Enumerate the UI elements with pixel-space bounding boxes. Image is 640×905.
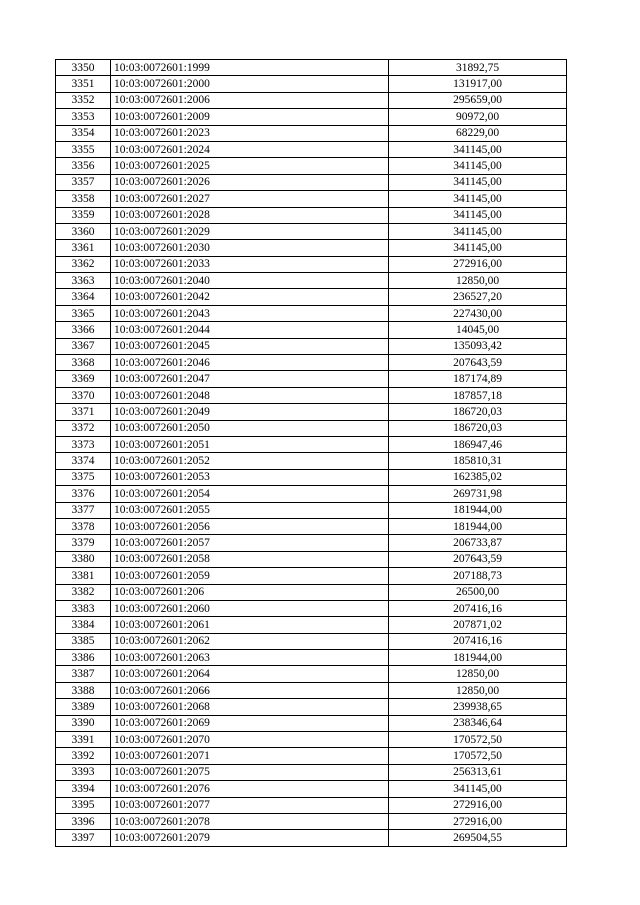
- amount-cell: 272916,00: [389, 813, 567, 829]
- amount-cell: 187857,18: [389, 387, 567, 403]
- row-number-cell: 3352: [56, 92, 111, 108]
- table-row: [56, 764, 567, 780]
- cadastral-number-cell: 10:03:0072601:2042: [111, 289, 389, 305]
- table-row: [56, 682, 567, 698]
- amount-cell: 295659,00: [389, 92, 567, 108]
- row-number-cell: 3360: [56, 223, 111, 239]
- cadastral-number-cell: 10:03:0072601:2030: [111, 240, 389, 256]
- amount-cell: 207188,73: [389, 568, 567, 584]
- table-row: [56, 453, 567, 469]
- cadastral-value-table: [55, 59, 567, 847]
- cadastral-number-cell: 10:03:0072601:2040: [111, 273, 389, 289]
- cadastral-number-cell: 10:03:0072601:2025: [111, 158, 389, 174]
- amount-cell: 256313,61: [389, 764, 567, 780]
- table-row: [56, 387, 567, 403]
- amount-cell: 341145,00: [389, 207, 567, 223]
- table-row: [56, 420, 567, 436]
- amount-cell: 238346,64: [389, 715, 567, 731]
- amount-cell: 341145,00: [389, 223, 567, 239]
- amount-cell: 341145,00: [389, 141, 567, 157]
- cadastral-number-cell: 10:03:0072601:2033: [111, 256, 389, 272]
- table-row: [56, 813, 567, 829]
- row-number-cell: 3359: [56, 207, 111, 223]
- table-row: [56, 617, 567, 633]
- row-number-cell: 3361: [56, 240, 111, 256]
- row-number-cell: 3376: [56, 486, 111, 502]
- row-number-cell: 3374: [56, 453, 111, 469]
- amount-cell: 181944,00: [389, 502, 567, 518]
- row-number-cell: 3368: [56, 355, 111, 371]
- row-number-cell: 3378: [56, 518, 111, 534]
- amount-cell: 269504,55: [389, 830, 567, 846]
- amount-cell: 269731,98: [389, 486, 567, 502]
- table-row: [56, 76, 567, 92]
- amount-cell: 12850,00: [389, 273, 567, 289]
- amount-cell: 12850,00: [389, 666, 567, 682]
- row-number-cell: 3387: [56, 666, 111, 682]
- table-row: [56, 781, 567, 797]
- row-number-cell: 3373: [56, 436, 111, 452]
- cadastral-number-cell: 10:03:0072601:2057: [111, 535, 389, 551]
- cadastral-number-cell: 10:03:0072601:2064: [111, 666, 389, 682]
- row-number-cell: 3377: [56, 502, 111, 518]
- amount-cell: 341145,00: [389, 240, 567, 256]
- amount-cell: 207416,16: [389, 600, 567, 616]
- row-number-cell: 3353: [56, 109, 111, 125]
- table-row: [56, 256, 567, 272]
- table-row: [56, 748, 567, 764]
- amount-cell: 181944,00: [389, 650, 567, 666]
- cadastral-number-cell: 10:03:0072601:2029: [111, 223, 389, 239]
- table-row: [56, 289, 567, 305]
- table-row: [56, 830, 567, 846]
- row-number-cell: 3355: [56, 141, 111, 157]
- cadastral-number-cell: 10:03:0072601:1999: [111, 60, 389, 76]
- row-number-cell: 3362: [56, 256, 111, 272]
- cadastral-number-cell: 10:03:0072601:2024: [111, 141, 389, 157]
- row-number-cell: 3372: [56, 420, 111, 436]
- row-number-cell: 3383: [56, 600, 111, 616]
- amount-cell: 206733,87: [389, 535, 567, 551]
- row-number-cell: 3396: [56, 813, 111, 829]
- amount-cell: 207416,16: [389, 633, 567, 649]
- amount-cell: 68229,00: [389, 125, 567, 141]
- table-row: [56, 305, 567, 321]
- table-row: [56, 436, 567, 452]
- row-number-cell: 3367: [56, 338, 111, 354]
- cadastral-number-cell: 10:03:0072601:2009: [111, 109, 389, 125]
- table-row: [56, 92, 567, 108]
- cadastral-number-cell: 10:03:0072601:2052: [111, 453, 389, 469]
- row-number-cell: 3395: [56, 797, 111, 813]
- row-number-cell: 3351: [56, 76, 111, 92]
- amount-cell: 207643,59: [389, 355, 567, 371]
- table-row: [56, 551, 567, 567]
- table-row: [56, 797, 567, 813]
- row-number-cell: 3365: [56, 305, 111, 321]
- cadastral-number-cell: 10:03:0072601:2023: [111, 125, 389, 141]
- table-row: [56, 174, 567, 190]
- amount-cell: 181944,00: [389, 518, 567, 534]
- amount-cell: 26500,00: [389, 584, 567, 600]
- table-row: [56, 158, 567, 174]
- table-row: [56, 273, 567, 289]
- table-row: [56, 584, 567, 600]
- amount-cell: 236527,20: [389, 289, 567, 305]
- cadastral-number-cell: 10:03:0072601:2062: [111, 633, 389, 649]
- cadastral-number-cell: 10:03:0072601:2047: [111, 371, 389, 387]
- cadastral-number-cell: 10:03:0072601:2068: [111, 699, 389, 715]
- table-row: [56, 535, 567, 551]
- cadastral-number-cell: 10:03:0072601:2069: [111, 715, 389, 731]
- table-row: [56, 355, 567, 371]
- table-row: [56, 486, 567, 502]
- amount-cell: 341145,00: [389, 191, 567, 207]
- amount-cell: 90972,00: [389, 109, 567, 125]
- amount-cell: 186720,03: [389, 420, 567, 436]
- amount-cell: 341145,00: [389, 781, 567, 797]
- amount-cell: 186720,03: [389, 404, 567, 420]
- cadastral-number-cell: 10:03:0072601:2066: [111, 682, 389, 698]
- row-number-cell: 3391: [56, 732, 111, 748]
- cadastral-number-cell: 10:03:0072601:2051: [111, 436, 389, 452]
- cadastral-number-cell: 10:03:0072601:2049: [111, 404, 389, 420]
- cadastral-number-cell: 10:03:0072601:2044: [111, 322, 389, 338]
- table-row: [56, 633, 567, 649]
- cadastral-number-cell: 10:03:0072601:2050: [111, 420, 389, 436]
- cadastral-number-cell: 10:03:0072601:2063: [111, 650, 389, 666]
- table-row: [56, 699, 567, 715]
- table-row: [56, 715, 567, 731]
- cadastral-number-cell: 10:03:0072601:2000: [111, 76, 389, 92]
- row-number-cell: 3357: [56, 174, 111, 190]
- row-number-cell: 3393: [56, 764, 111, 780]
- row-number-cell: 3363: [56, 273, 111, 289]
- row-number-cell: 3389: [56, 699, 111, 715]
- cadastral-number-cell: 10:03:0072601:2055: [111, 502, 389, 518]
- table-row: [56, 732, 567, 748]
- amount-cell: 185810,31: [389, 453, 567, 469]
- amount-cell: 341145,00: [389, 174, 567, 190]
- row-number-cell: 3356: [56, 158, 111, 174]
- table-body: [56, 60, 567, 847]
- table-row: [56, 223, 567, 239]
- cadastral-number-cell: 10:03:0072601:2075: [111, 764, 389, 780]
- amount-cell: 341145,00: [389, 158, 567, 174]
- cadastral-number-cell: 10:03:0072601:2061: [111, 617, 389, 633]
- table-row: [56, 518, 567, 534]
- row-number-cell: 3370: [56, 387, 111, 403]
- row-number-cell: 3390: [56, 715, 111, 731]
- cadastral-number-cell: 10:03:0072601:2071: [111, 748, 389, 764]
- table-row: [56, 207, 567, 223]
- amount-cell: 239938,65: [389, 699, 567, 715]
- cadastral-number-cell: 10:03:0072601:2060: [111, 600, 389, 616]
- table-row: [56, 650, 567, 666]
- amount-cell: 227430,00: [389, 305, 567, 321]
- cadastral-number-cell: 10:03:0072601:2027: [111, 191, 389, 207]
- row-number-cell: 3397: [56, 830, 111, 846]
- cadastral-number-cell: 10:03:0072601:2078: [111, 813, 389, 829]
- table-row: [56, 371, 567, 387]
- cadastral-number-cell: 10:03:0072601:2056: [111, 518, 389, 534]
- cadastral-number-cell: 10:03:0072601:2059: [111, 568, 389, 584]
- row-number-cell: 3375: [56, 469, 111, 485]
- amount-cell: 207643,59: [389, 551, 567, 567]
- table-row: [56, 141, 567, 157]
- table-row: [56, 600, 567, 616]
- row-number-cell: 3371: [56, 404, 111, 420]
- table-row: [56, 109, 567, 125]
- cadastral-number-cell: 10:03:0072601:2043: [111, 305, 389, 321]
- table-row: [56, 240, 567, 256]
- row-number-cell: 3366: [56, 322, 111, 338]
- amount-cell: 170572,50: [389, 748, 567, 764]
- cadastral-number-cell: 10:03:0072601:2079: [111, 830, 389, 846]
- cadastral-number-cell: 10:03:0072601:2054: [111, 486, 389, 502]
- table-row: [56, 568, 567, 584]
- row-number-cell: 3382: [56, 584, 111, 600]
- amount-cell: 131917,00: [389, 76, 567, 92]
- table-row: [56, 502, 567, 518]
- amount-cell: 170572,50: [389, 732, 567, 748]
- amount-cell: 272916,00: [389, 256, 567, 272]
- row-number-cell: 3350: [56, 60, 111, 76]
- amount-cell: 31892,75: [389, 60, 567, 76]
- table-row: [56, 666, 567, 682]
- table-row: [56, 338, 567, 354]
- row-number-cell: 3364: [56, 289, 111, 305]
- cadastral-number-cell: 10:03:0072601:2045: [111, 338, 389, 354]
- amount-cell: 14045,00: [389, 322, 567, 338]
- row-number-cell: 3381: [56, 568, 111, 584]
- table-row: [56, 191, 567, 207]
- table-row: [56, 469, 567, 485]
- cadastral-number-cell: 10:03:0072601:2028: [111, 207, 389, 223]
- table-row: [56, 60, 567, 76]
- cadastral-number-cell: 10:03:0072601:2076: [111, 781, 389, 797]
- row-number-cell: 3358: [56, 191, 111, 207]
- row-number-cell: 3394: [56, 781, 111, 797]
- row-number-cell: 3369: [56, 371, 111, 387]
- cadastral-number-cell: 10:03:0072601:2048: [111, 387, 389, 403]
- table-row: [56, 322, 567, 338]
- cadastral-number-cell: 10:03:0072601:2077: [111, 797, 389, 813]
- amount-cell: 186947,46: [389, 436, 567, 452]
- cadastral-number-cell: 10:03:0072601:2026: [111, 174, 389, 190]
- cadastral-number-cell: 10:03:0072601:2053: [111, 469, 389, 485]
- amount-cell: 272916,00: [389, 797, 567, 813]
- amount-cell: 187174,89: [389, 371, 567, 387]
- row-number-cell: 3379: [56, 535, 111, 551]
- row-number-cell: 3384: [56, 617, 111, 633]
- cadastral-number-cell: 10:03:0072601:2058: [111, 551, 389, 567]
- row-number-cell: 3392: [56, 748, 111, 764]
- row-number-cell: 3380: [56, 551, 111, 567]
- row-number-cell: 3386: [56, 650, 111, 666]
- table-row: [56, 125, 567, 141]
- cadastral-number-cell: 10:03:0072601:2046: [111, 355, 389, 371]
- amount-cell: 207871,02: [389, 617, 567, 633]
- table-row: [56, 404, 567, 420]
- cadastral-number-cell: 10:03:0072601:2006: [111, 92, 389, 108]
- row-number-cell: 3354: [56, 125, 111, 141]
- amount-cell: 162385,02: [389, 469, 567, 485]
- row-number-cell: 3388: [56, 682, 111, 698]
- row-number-cell: 3385: [56, 633, 111, 649]
- amount-cell: 12850,00: [389, 682, 567, 698]
- cadastral-number-cell: 10:03:0072601:2070: [111, 732, 389, 748]
- cadastral-number-cell: 10:03:0072601:206: [111, 584, 389, 600]
- amount-cell: 135093,42: [389, 338, 567, 354]
